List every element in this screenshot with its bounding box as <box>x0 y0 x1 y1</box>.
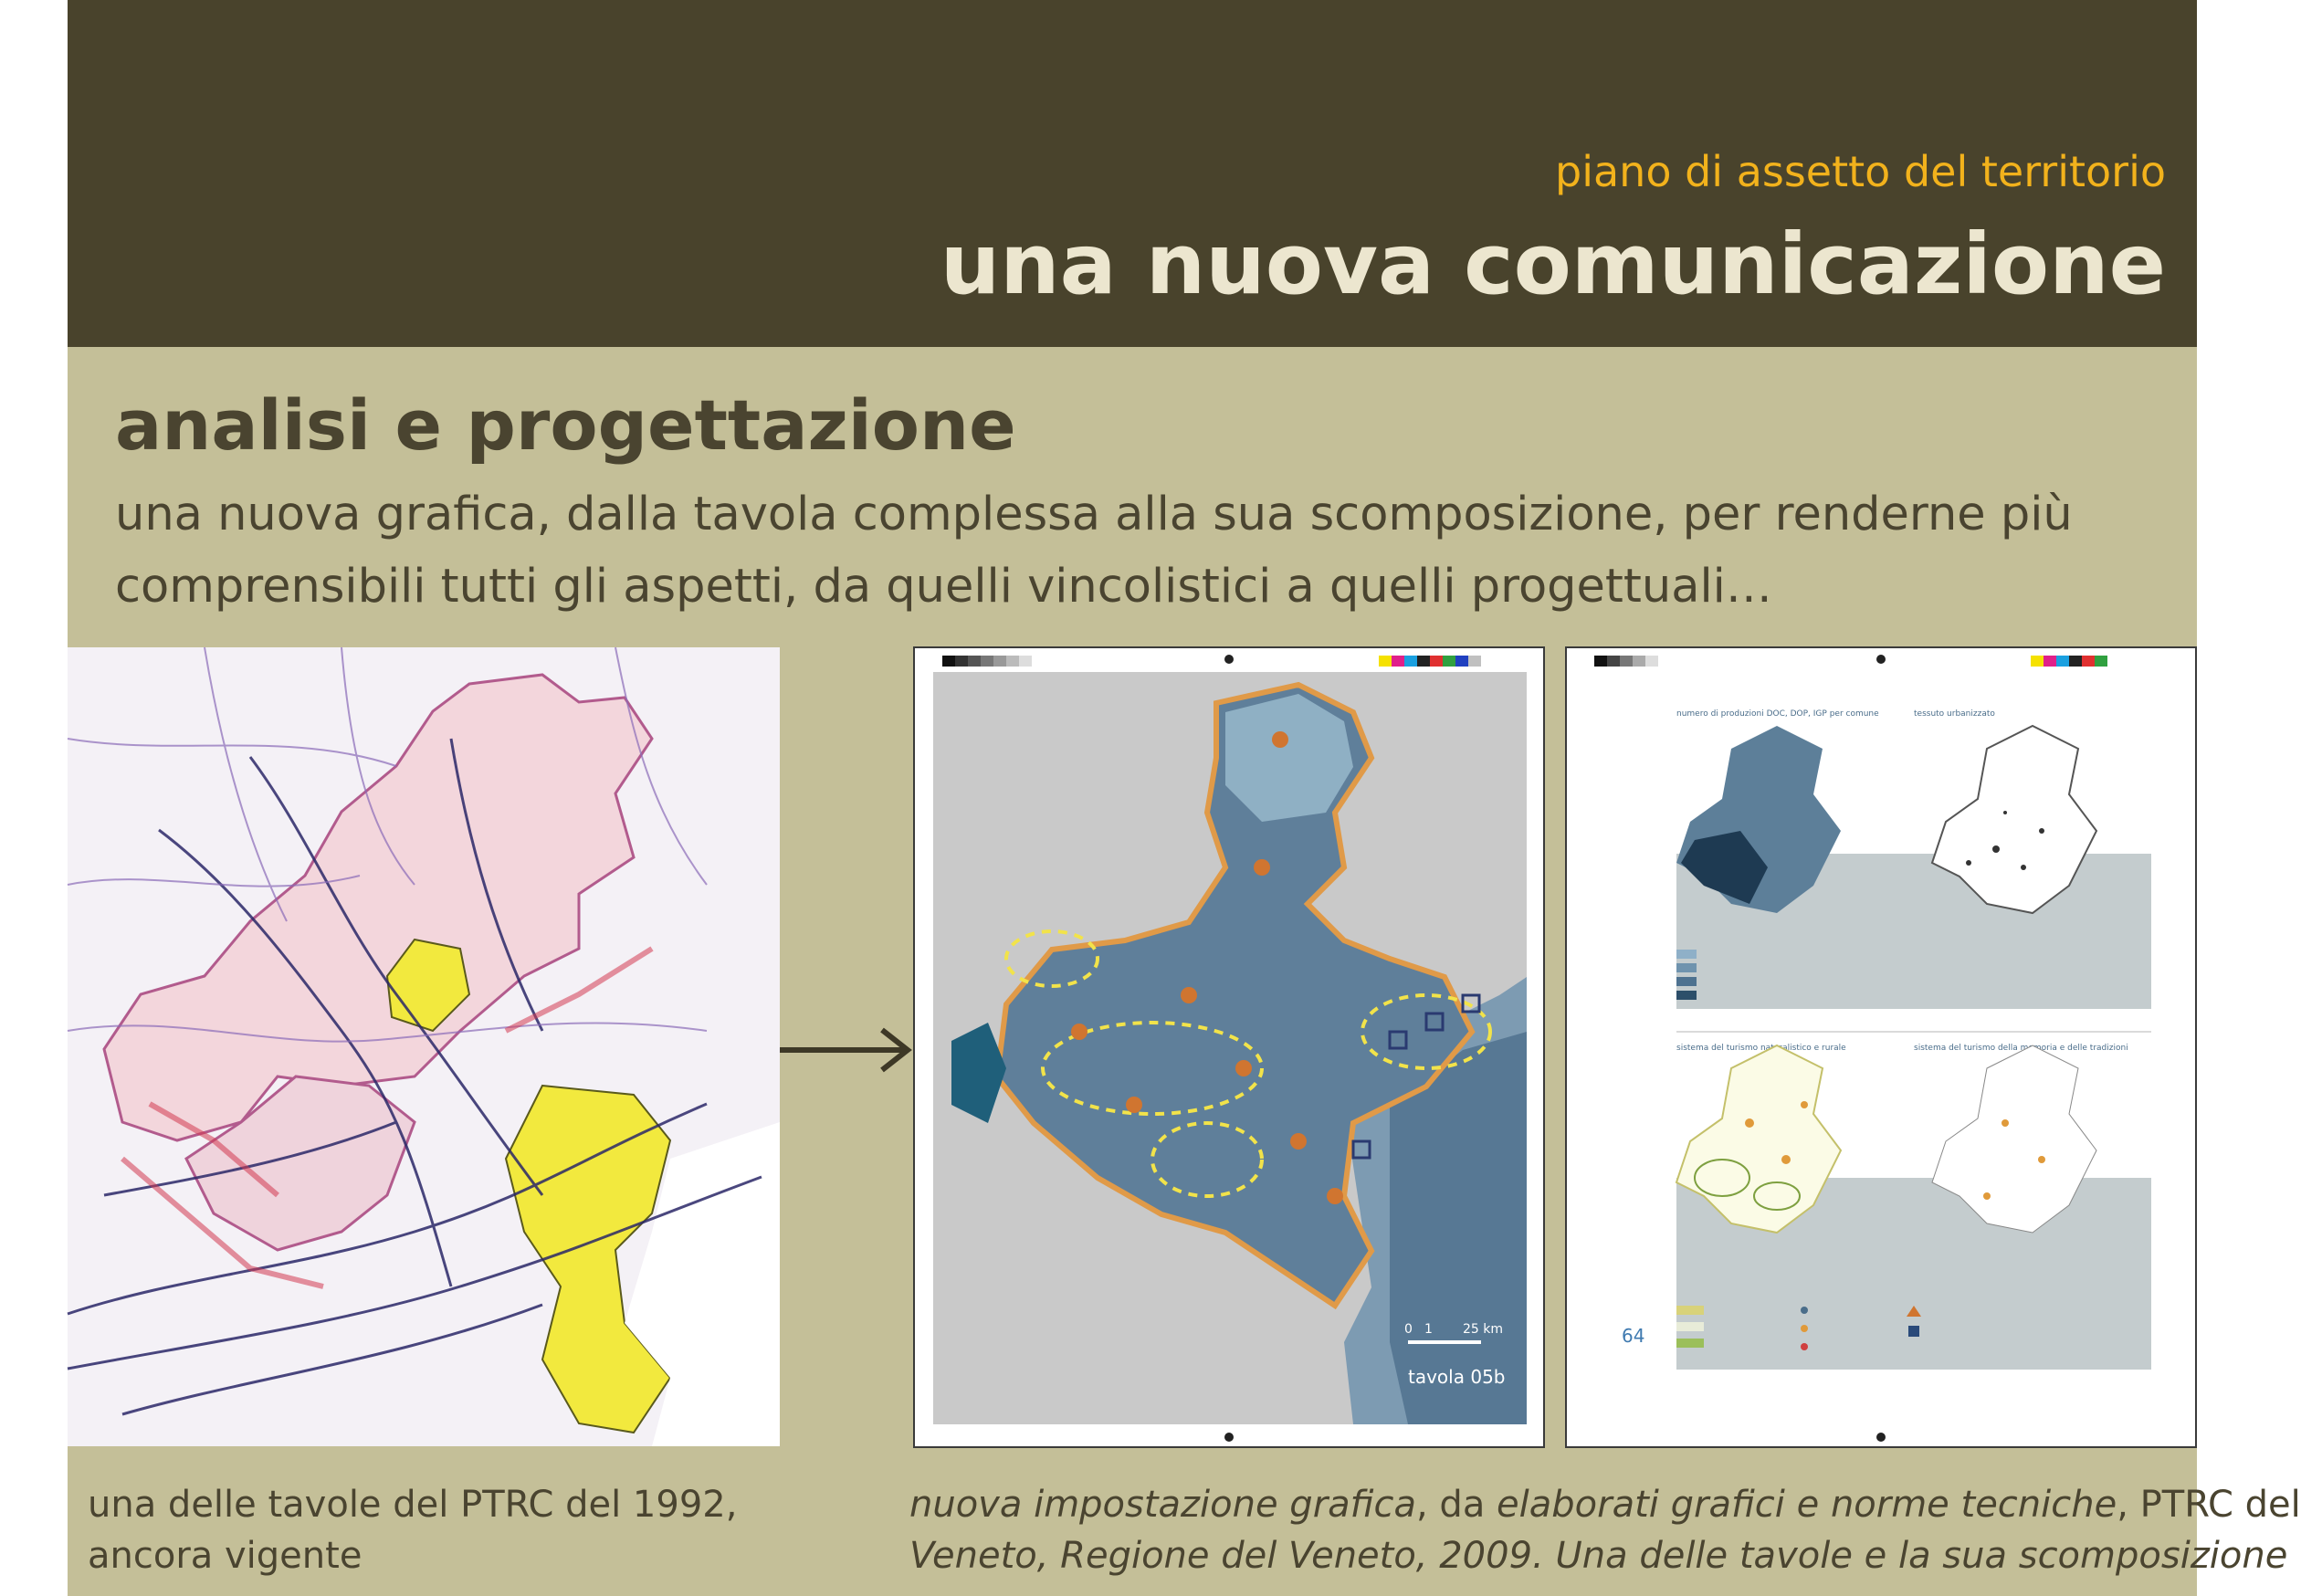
caption-line <box>909 1479 2301 1530</box>
map4-title: sistema del turismo della memoria e delle tradizioni <box>1914 1044 2128 1053</box>
slide-kicker: piano di assetto del territorio <box>1555 147 2166 196</box>
scale-end: 25 km <box>1463 1322 1504 1337</box>
scale-one: 1 <box>1424 1322 1433 1337</box>
slide <box>68 0 2301 1596</box>
caption-line: una delle tavole del PTRC del 1992, <box>88 1484 738 1526</box>
caption-line: ancora vigente <box>88 1535 362 1577</box>
map1-title: numero di produzioni DOC, DOP, IGP per comune <box>1676 709 1879 719</box>
scale-zero: 0 <box>1404 1322 1413 1337</box>
map2-title: tessuto urbanizzato <box>1914 709 1995 719</box>
map3-title: sistema del turismo naturalistico e rurale <box>1676 1044 1846 1053</box>
old-ptrc-map-image <box>68 647 780 1446</box>
caption-fragment: elaborati grafici e norme tecniche <box>1497 1484 2117 1526</box>
page-number: 64 <box>1622 1325 1645 1347</box>
caption-fragment: , PTRC del <box>2117 1484 2301 1526</box>
caption-line: Veneto, Regione del Veneto, 2009. Una delle tavole e la sua scomposizione <box>909 1535 2288 1577</box>
arrow-right-icon <box>780 1023 917 1077</box>
decomposition-page-image <box>1565 646 2197 1448</box>
intro-line: comprensibili tutti gli aspetti, da quelli vincolistici a quelli progettuali… <box>115 560 1772 614</box>
caption-fragment: , da <box>1416 1484 1497 1526</box>
intro-paragraph <box>115 478 2179 623</box>
slide-title: una nuova comunicazione <box>940 215 2166 313</box>
decomposition-drawing <box>1567 648 2195 1446</box>
caption-fragment: nuova impostazione grafica <box>909 1484 1416 1526</box>
intro-line: una nuova grafica, dalla tavola complessa alla sua scomposizione, per renderne più <box>115 488 2073 541</box>
section-heading: analisi e progettazione <box>115 384 1016 466</box>
new-ptrc-table-image <box>913 646 1545 1448</box>
new-map-drawing <box>915 648 1543 1446</box>
old-map-drawing <box>68 647 780 1446</box>
table-label: tavola 05b <box>1408 1366 1506 1388</box>
header-band <box>68 0 2197 347</box>
caption-old-map <box>88 1479 836 1581</box>
caption-new-map <box>909 1479 2301 1581</box>
